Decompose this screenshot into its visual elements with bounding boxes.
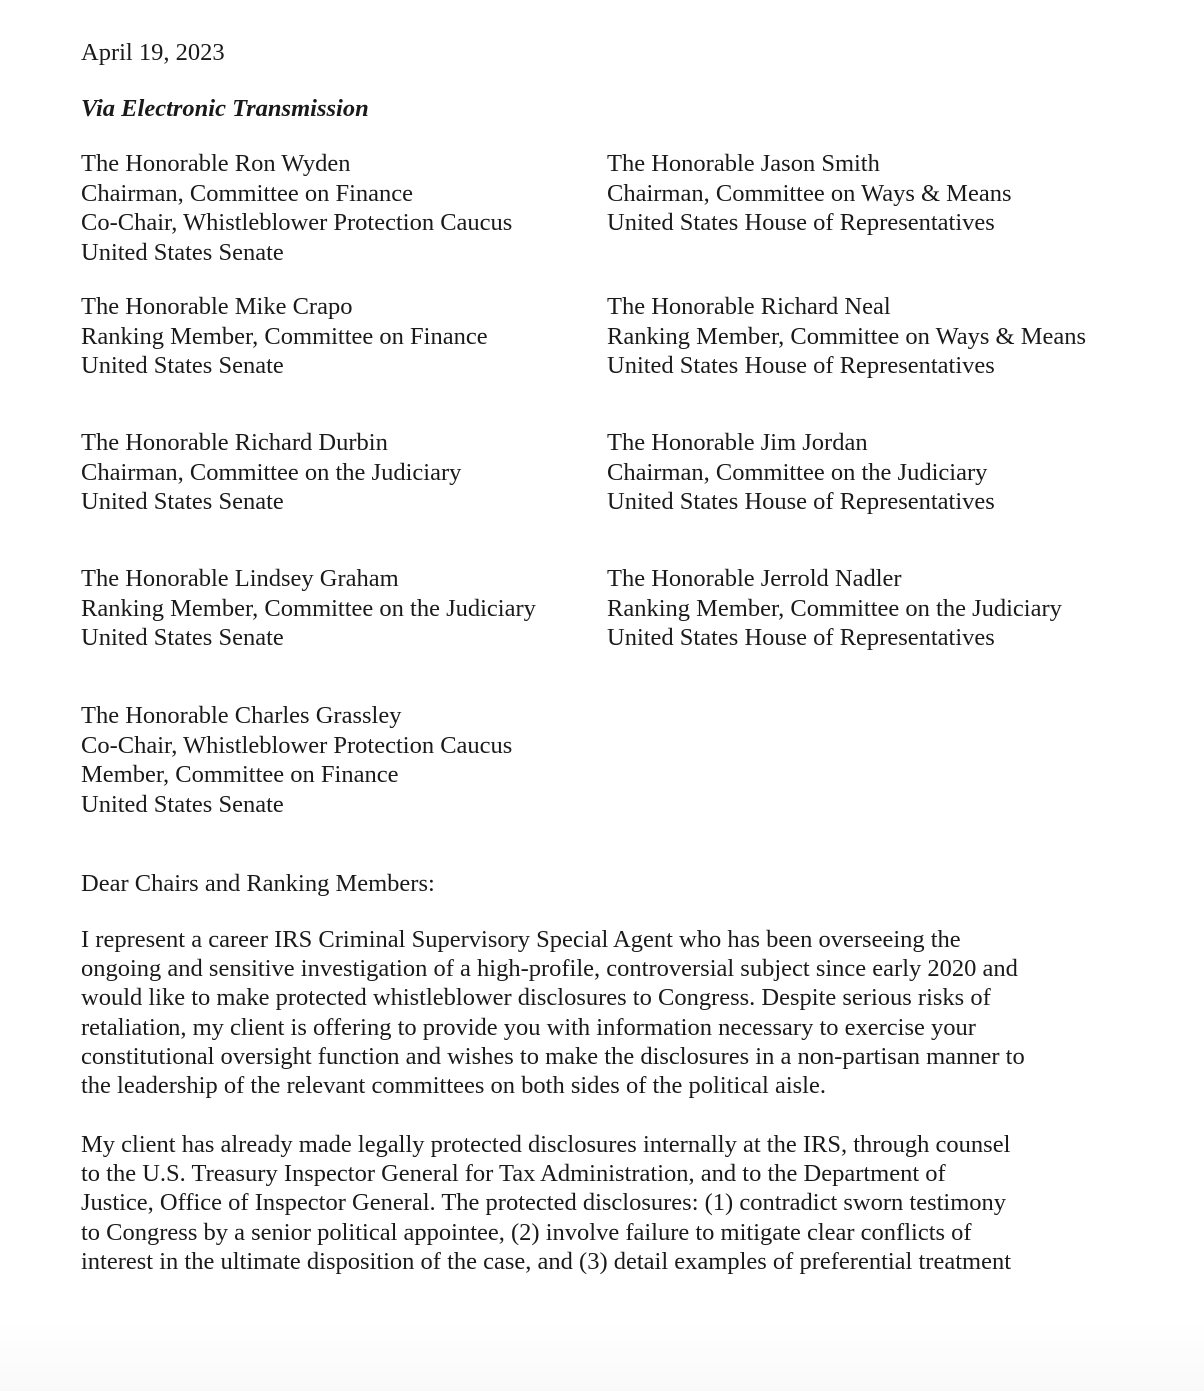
recipient-chamber: United States Senate: [81, 624, 284, 651]
recipient-title: Ranking Member, Committee on the Judiciary: [81, 594, 536, 622]
recipient-name: The Honorable Lindsey Graham: [81, 565, 399, 592]
recipient-title: Chairman, Committee on Finance: [81, 179, 414, 207]
paragraph-line: interest in the ultimate disposition of the case, and (3) detail examples of preferential treatment: [81, 1247, 1011, 1275]
recipient-chamber: United States House of Representatives: [607, 624, 995, 651]
recipient-block-graham: [81, 564, 536, 653]
recipient-title: Ranking Member, Committee on Ways & Means: [607, 322, 1087, 350]
recipient-title: Member, Committee on Finance: [81, 761, 399, 788]
paragraph-line: ongoing and sensitive investigation of a high-profile, controversial subject since early 2020 and: [81, 955, 1018, 983]
paragraph-line: retaliation, my client is offering to provide you with information necessary to exercise your: [81, 1013, 976, 1041]
body-paragraph-1: [81, 925, 1081, 1100]
recipient-block-grassley: [81, 701, 512, 819]
paragraph-line: the leadership of the relevant committees on both sides of the political aisle.: [81, 1071, 826, 1099]
paragraph-line: to the U.S. Treasury Inspector General for Tax Administration, and to the Department of: [81, 1160, 946, 1188]
recipient-title: Chairman, Committee on the Judiciary: [607, 458, 988, 486]
recipient-chamber: United States House of Representatives: [607, 352, 995, 379]
recipient-chamber: United States Senate: [81, 352, 284, 379]
salutation: Dear Chairs and Ranking Members:: [81, 870, 435, 897]
recipient-title: Chairman, Committee on Ways & Means: [607, 179, 1012, 207]
paragraph-line: constitutional oversight function and wishes to make the disclosures in a non-partisan manner to: [81, 1042, 1025, 1070]
recipient-title: Ranking Member, Committee on the Judiciary: [607, 594, 1062, 622]
recipient-chamber: United States Senate: [81, 238, 284, 266]
recipient-name: The Honorable Jerrold Nadler: [607, 565, 902, 592]
recipient-name: The Honorable Jason Smith: [607, 150, 880, 177]
recipient-block-neal: [607, 292, 1086, 381]
recipient-block-durbin: [81, 428, 461, 517]
recipient-block-smith: [607, 149, 1012, 238]
paragraph-line: would like to make protected whistleblower disclosures to Congress. Despite serious risks of: [81, 984, 991, 1012]
recipient-chamber: United States House of Representatives: [607, 488, 995, 515]
letter-date: April 19, 2023: [81, 39, 225, 66]
recipient-title: Chairman, Committee on the Judiciary: [81, 458, 462, 486]
recipient-name: The Honorable Richard Neal: [607, 293, 891, 320]
recipient-title: Co-Chair, Whistleblower Protection Caucus: [81, 731, 513, 759]
recipient-block-crapo: [81, 292, 488, 381]
recipient-name: The Honorable Mike Crapo: [81, 293, 353, 320]
scan-shadow: [0, 1321, 1204, 1391]
recipient-block-jordan: [607, 428, 995, 517]
recipient-chamber: United States Senate: [81, 488, 284, 515]
recipient-block-wyden: [81, 149, 512, 267]
paragraph-line: My client has already made legally protected disclosures internally at the IRS, through counsel: [81, 1131, 1011, 1158]
recipient-title: Ranking Member, Committee on Finance: [81, 322, 488, 350]
paragraph-line: I represent a career IRS Criminal Supervisory Special Agent who has been overseeing the: [81, 926, 961, 953]
recipient-name: The Honorable Richard Durbin: [81, 429, 388, 456]
recipient-chamber: United States Senate: [81, 790, 284, 818]
body-paragraph-2: [81, 1130, 1081, 1276]
paragraph-line: Justice, Office of Inspector General. The protected disclosures: (1) contradict sworn testimony: [81, 1189, 1007, 1217]
delivery-method: Via Electronic Transmission: [81, 95, 369, 122]
recipient-name: The Honorable Charles Grassley: [81, 702, 402, 729]
recipient-title: Co-Chair, Whistleblower Protection Caucus: [81, 209, 513, 236]
recipient-name: The Honorable Jim Jordan: [607, 429, 868, 456]
recipient-chamber: United States House of Representatives: [607, 209, 995, 236]
recipient-name: The Honorable Ron Wyden: [81, 150, 351, 177]
recipient-block-nadler: [607, 564, 1062, 653]
paragraph-line: to Congress by a senior political appointee, (2) involve failure to mitigate clear conflicts of: [81, 1218, 972, 1246]
